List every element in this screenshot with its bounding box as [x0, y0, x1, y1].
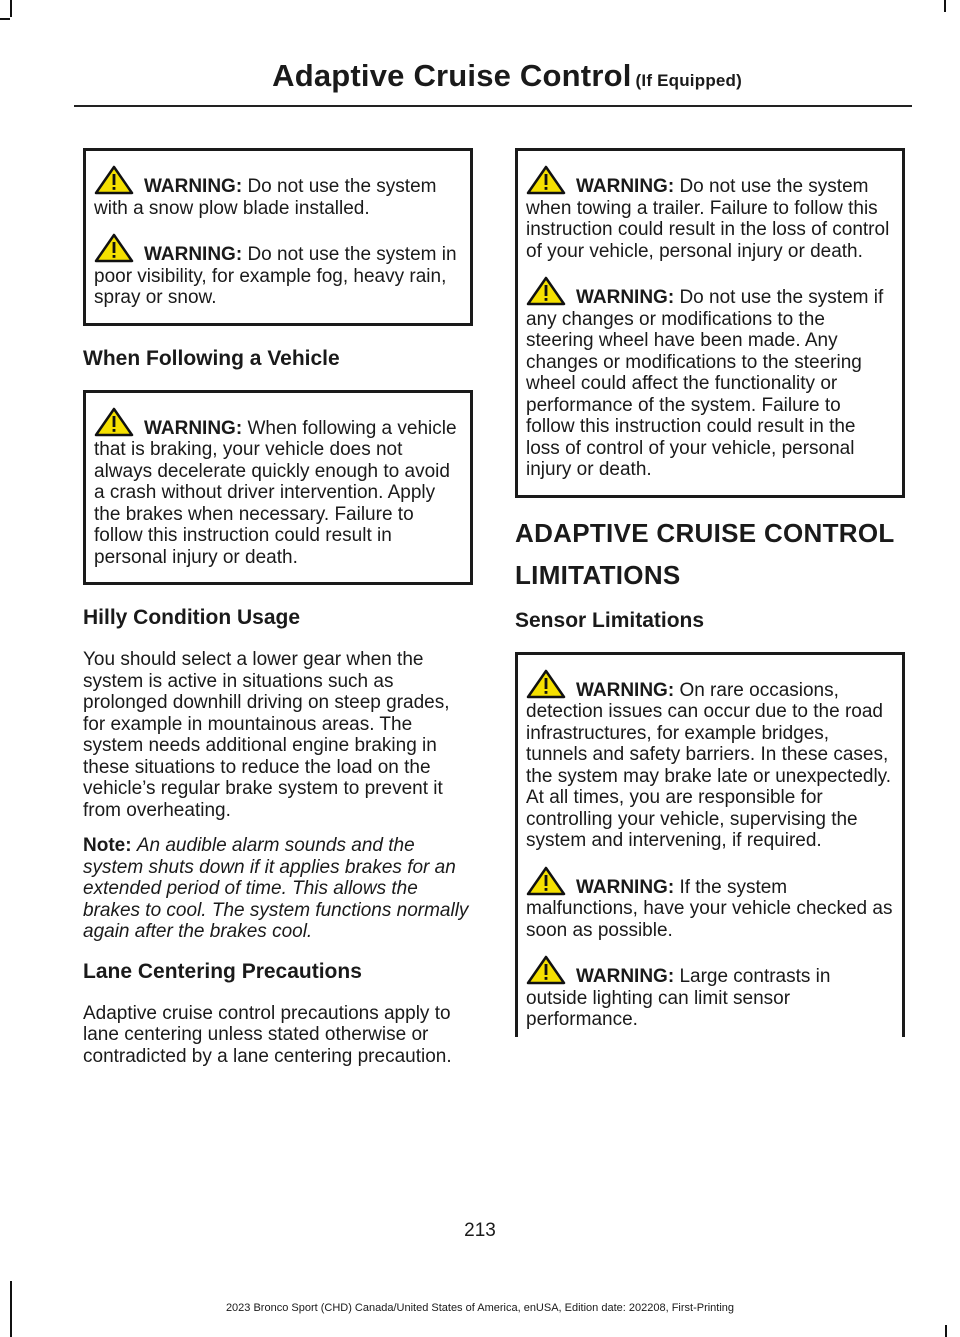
warning-triangle-icon: [526, 276, 570, 306]
warning-triangle-icon: [94, 233, 138, 263]
warning-text: Do not use the system if any changes or modifications to the steering wheel have been made. Any changes or modifications to the steering wheel could affect the functionality or performance of the system. Failure to follow this instruction could result in the loss of control of your vehicle, personal injury or death.: [526, 287, 884, 480]
heading-hilly-condition: Hilly Condition Usage: [83, 606, 301, 629]
warning-box: [515, 148, 905, 498]
warning-item: [94, 165, 462, 219]
warning-text: Large contrasts in outside lighting can limit sensor performance.: [526, 966, 831, 1030]
warning-label: WARNING:: [576, 176, 675, 197]
warning-item: [526, 955, 894, 1031]
warning-label: WARNING:: [576, 966, 675, 987]
warning-triangle-icon: [526, 165, 570, 195]
header-rule: [74, 105, 912, 107]
warning-triangle-icon: [526, 955, 570, 985]
warning-triangle-icon: [94, 165, 138, 195]
warning-item: [94, 407, 462, 569]
right-column: [515, 148, 905, 1057]
note: [83, 835, 473, 943]
warning-triangle-icon: [94, 407, 138, 437]
warning-text: If the system malfunctions, have your vehicle checked as soon as possible.: [526, 876, 893, 941]
left-column: [83, 148, 473, 1081]
header-title-suffix: (If Equipped): [635, 71, 742, 90]
warning-box: [515, 652, 905, 1037]
warning-box: [83, 390, 473, 586]
crop-mark: [0, 18, 10, 20]
warning-label: WARNING:: [576, 876, 675, 898]
header-title-text: Adaptive Cruise Control: [272, 58, 632, 93]
crop-mark: [945, 1325, 947, 1337]
section-title-line: ADAPTIVE CRUISE CONTROL: [515, 517, 895, 548]
warning-text: On rare occasions, detection issues can occur due to the road infrastructures, for example bridges, tunnels and safety barriers. In these cases, the system may brake late or unexpectedly. At all times, you are responsible for controlling your vehicle, supervising the system and intervening, if required.: [526, 679, 892, 851]
heading-lane-centering: Lane Centering Precautions: [83, 959, 362, 983]
warning-text: When following a vehicle that is braking, your vehicle does not always decelerate quickly enough to avoid a crash without driver intervention. Apply the brakes when necessary. Failure to follow this instruction could result in personal injury or death.: [94, 417, 457, 568]
warning-label: WARNING:: [144, 176, 243, 197]
note-text: An audible alarm sounds and the system shuts down if it applies brakes for an extended period of time. This allows the brakes to cool. The system functions normally again after the brakes cool.: [83, 835, 469, 942]
warning-item: [526, 165, 894, 262]
crop-mark: [944, 0, 946, 12]
heading-sensor-limitations: Sensor Limitations: [515, 608, 705, 632]
paragraph-hilly: You should select a lower gear when the system is active in situations such as prolonged downhill driving on steep grades, for example in mountainous areas. The system needs additional engine braking in these situations to reduce the load on the vehicle’s regular brake system to prevent it from overheating.: [83, 649, 450, 821]
crop-mark: [10, 0, 12, 17]
warning-box: [83, 148, 473, 326]
warning-label: WARNING:: [576, 287, 675, 308]
warning-label: WARNING:: [576, 679, 675, 701]
warning-text: Do not use the system with a snow plow blade installed.: [94, 176, 437, 219]
warning-text: Do not use the system when towing a trailer. Failure to follow this instruction could result in the loss of control of your vehicle, personal injury or death.: [526, 176, 890, 262]
heading-when-following: When Following a Vehicle: [83, 346, 340, 370]
warning-item: [526, 276, 894, 481]
warning-item: [526, 866, 894, 942]
section-title-line: LIMITATIONS: [515, 559, 681, 590]
note-label: Note:: [83, 835, 132, 856]
warning-label: WARNING:: [144, 417, 243, 439]
footer-edition-info: 2023 Bronco Sport (CHD) Canada/United States of America, enUSA, Edition date: 202208, First-Printing: [225, 1302, 735, 1314]
warning-triangle-icon: [526, 866, 570, 896]
paragraph-lane-centering: Adaptive cruise control precautions apply to lane centering unless stated otherwise or contradicted by a lane centering precaution.: [83, 1002, 452, 1067]
page-number: 213: [464, 1220, 496, 1241]
warning-item: [94, 233, 462, 309]
warning-label: WARNING:: [144, 244, 243, 265]
warning-item: [526, 669, 894, 852]
warning-text: Do not use the system in poor visibility, for example fog, heavy rain, spray or snow.: [94, 244, 457, 308]
warning-triangle-icon: [526, 669, 570, 699]
page-header-title: [272, 58, 742, 94]
section-title: [515, 518, 905, 590]
